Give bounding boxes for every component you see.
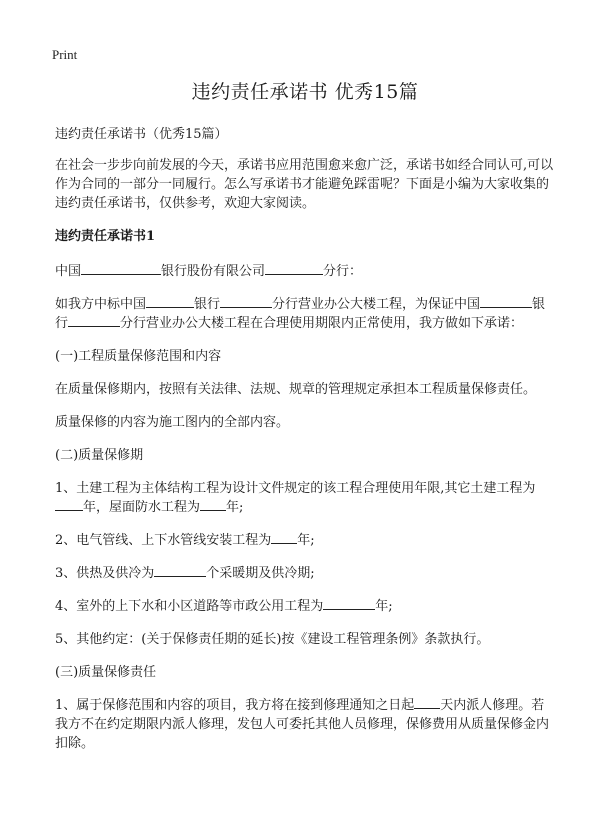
blank-field <box>55 498 83 511</box>
period-item-2-text-2: 年; <box>297 533 315 548</box>
responsibility-item-1-text-2: 天内派人修理。若我方不在约定期限内派人修理，发包人可委托其他人员修理，保修费用从质量保修金内扣除。 <box>55 698 550 751</box>
period-item-5: 5、其他约定：(关于保修责任期的延长)按《建设工程管理条例》条款执行。 <box>55 632 490 647</box>
blank-field <box>220 295 272 308</box>
period-item-1-text-1: 1、土建工程为主体结构工程为设计文件规定的该工程合理使用年限,其它土建工程为 <box>55 481 536 496</box>
commitment-text-4: 银行 <box>55 297 546 331</box>
blank-field <box>414 696 440 709</box>
scope-paragraph: 在质量保修期内，按照有关法律、法规、规章的管理规定承担本工程质量保修责任。 <box>55 382 537 397</box>
heading-responsibility: (三)质量保修责任 <box>55 665 157 680</box>
commitment-paragraph <box>55 295 555 333</box>
content-paragraph: 质量保修的内容为施工图内的全部内容。 <box>55 415 290 430</box>
blank-field <box>265 262 323 275</box>
blank-field <box>154 564 206 577</box>
blank-field <box>81 262 161 275</box>
heading-period: (二)质量保修期 <box>55 448 144 463</box>
commitment-text-3: 分行营业办公大楼工程，为保证中国 <box>272 297 481 312</box>
blank-field <box>68 314 120 327</box>
period-item-2 <box>55 531 555 550</box>
period-item-3-text-1: 3、供热及供冷为 <box>55 566 155 581</box>
commitment-text-1: 如我方中标中国 <box>55 297 147 312</box>
section-title-1: 违约责任承诺书1 <box>55 229 156 244</box>
addressee-text-2: 银行股份有限公司 <box>161 264 266 279</box>
period-item-1-text-2: 年，屋面防水工程为 <box>83 500 201 515</box>
commitment-text-5: 分行营业办公大楼工程在合理使用期限内正常使用，我方做如下承诺： <box>120 316 524 331</box>
responsibility-item-1 <box>55 696 555 753</box>
addressee-line <box>55 262 555 281</box>
period-item-1-text-3: 年; <box>226 500 244 515</box>
document-body <box>55 80 555 767</box>
addressee-text-3: 分行： <box>323 264 363 279</box>
commitment-text-2: 银行 <box>194 297 221 312</box>
responsibility-item-1-text-1: 1、属于保修范围和内容的项目，我方将在接到修理通知之日起 <box>55 698 415 713</box>
blank-field <box>323 597 375 610</box>
document-subtitle: 违约责任承诺书（优秀15篇） <box>55 127 228 142</box>
period-item-2-text-1: 2、电气管线、上下水管线安装工程为 <box>55 533 272 548</box>
period-item-4-text-1: 4、室外的上下水和小区道路等市政公用工程为 <box>55 599 324 614</box>
period-item-3 <box>55 564 555 583</box>
blank-field <box>271 531 297 544</box>
intro-paragraph: 在社会一步步向前发展的今天，承诺书应用范围愈来愈广泛，承诺书如经合同认可,可以作为合同的一部分一同履行。怎么写承诺书才能避免踩雷呢？下面是小编为大家收集的违约责任承诺书，仅供参考，欢迎大家阅读。 <box>55 158 554 211</box>
period-item-3-text-2: 个采暖期及供冷期; <box>206 566 315 581</box>
period-item-1 <box>55 479 555 517</box>
blank-field <box>480 295 532 308</box>
addressee-text-1: 中国 <box>55 264 82 279</box>
blank-field <box>146 295 194 308</box>
period-item-4-text-2: 年; <box>375 599 393 614</box>
period-item-4 <box>55 597 555 616</box>
heading-scope: (一)工程质量保修范围和内容 <box>55 349 222 364</box>
blank-field <box>200 498 226 511</box>
document-title: 违约责任承诺书 优秀15篇 <box>191 81 419 103</box>
print-link[interactable]: Print <box>52 47 78 62</box>
